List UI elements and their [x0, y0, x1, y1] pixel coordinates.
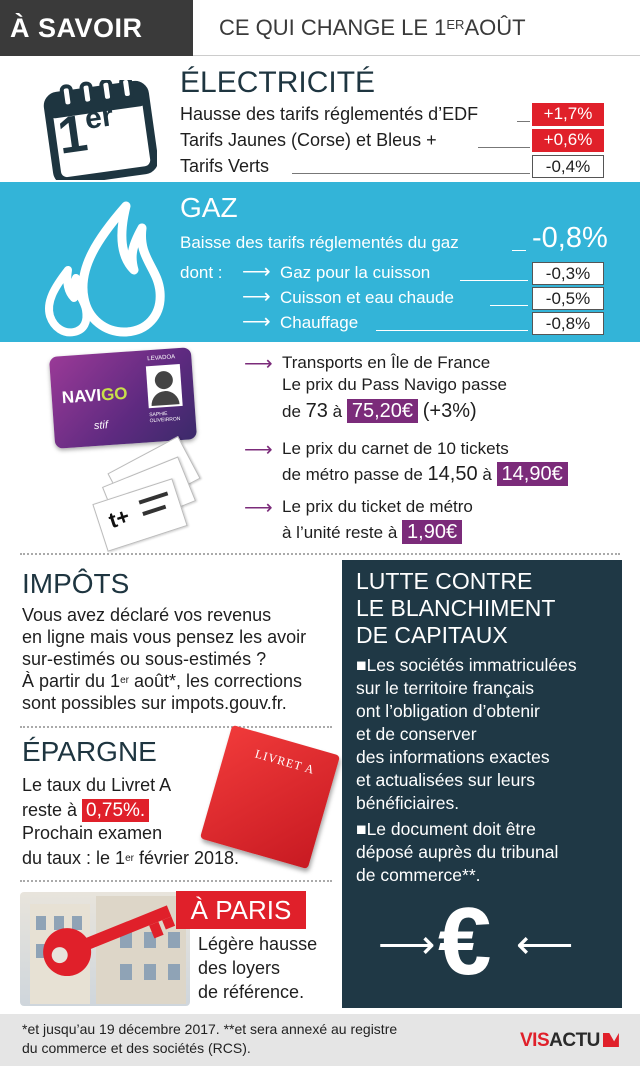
- calendar-day: 1er: [54, 99, 116, 166]
- key-icon: [22, 896, 192, 976]
- electricite-value: +0,6%: [532, 129, 604, 152]
- navigo-card-name-label: LEVADOA: [147, 354, 176, 363]
- arrow-right-icon: ⟶: [242, 261, 271, 283]
- transport-carnet-text: Le prix du carnet de 10 tickets de métro passe de 14,50 à 14,90€: [282, 438, 627, 486]
- header-title: À SAVOIR: [0, 0, 193, 56]
- flame-icon: [38, 198, 168, 338]
- paris-text: Légère hausse des loyers de référence.: [198, 934, 318, 1002]
- arrow-right-icon: ⟶: [242, 286, 271, 308]
- electricite-label: Tarifs Verts: [180, 156, 270, 176]
- navigo-new-price: 75,20€: [347, 399, 418, 423]
- navigo-card-stif: stif: [93, 419, 109, 433]
- gaz-summary-value: -0,8%: [532, 222, 608, 254]
- navigo-card-image: [49, 347, 197, 449]
- leader-line: [512, 250, 526, 251]
- separator-line: [20, 726, 332, 728]
- arrow-right-icon: ⟶: [244, 439, 273, 461]
- electricite-label: Tarifs Jaunes (Corse) et Bleus +: [180, 130, 437, 150]
- lutte-title: LUTTE CONTRE LE BLANCHIMENT DE CAPITAUX: [356, 568, 556, 648]
- transport-ticket-text: Le prix du ticket de métro à l’unité reste à 1,90€: [282, 497, 473, 543]
- leader-line: [517, 121, 530, 122]
- electricite-value: +1,7%: [532, 103, 604, 126]
- arrow-right-icon: ⟶: [244, 353, 273, 375]
- leader-line: [478, 147, 530, 148]
- impots-text: Vous avez déclaré vos revenus en ligne mais vous pensez les avoir sur-estimés ou sous-estimés ? À partir du 1er août*, les corrections sont possibles sur impots.gouv.fr.: [22, 605, 307, 713]
- gaz-item-value: -0,3%: [532, 262, 604, 285]
- gaz-item-value: -0,5%: [532, 287, 604, 310]
- leader-line: [490, 305, 528, 306]
- carnet-new-price: 14,90€: [497, 462, 568, 486]
- lutte-paragraph-2: ■Le document doit être déposé auprès du tribunal de commerce**.: [356, 819, 559, 885]
- electricite-title: ÉLECTRICITÉ: [180, 66, 376, 99]
- gaz-item-label: Chauffage: [280, 313, 359, 332]
- livret-a-label: LIVRET A: [253, 746, 317, 777]
- footer-notes: *et jusqu’au 19 décembre 2017. **et sera annexé au registre du commerce et des sociétés (RCS).: [22, 1021, 398, 1056]
- gaz-title: GAZ: [180, 192, 238, 223]
- arrow-left-icon: ⟵: [516, 923, 574, 967]
- ticket-price: 1,90€: [402, 520, 462, 544]
- euro-icon: €: [438, 888, 492, 995]
- transport-navigo-text: Transports en Île de France Le prix du Pass Navigo passe de 73 à 75,20€ (+3%): [282, 353, 507, 422]
- epargne-text: Le taux du Livret A reste à 0,75%. Prochain examen du taux : le 1er février 2018.: [22, 775, 240, 868]
- gaz-item-label: Gaz pour la cuisson: [280, 263, 431, 282]
- electricite-label: Hausse des tarifs réglementés d’EDF: [180, 104, 479, 124]
- header-subtitle: CE QUI CHANGE LE 1 $^{ER}$ AOÛT: [193, 0, 640, 56]
- leader-line: [292, 173, 530, 174]
- arrow-right-icon: ⟶: [242, 311, 271, 333]
- separator-line: [20, 880, 332, 882]
- arrow-right-icon: ⟶: [378, 923, 436, 967]
- ticket-mark: t+: [105, 503, 133, 534]
- navigo-photo: [146, 364, 183, 408]
- section-divider: [20, 553, 620, 555]
- navigo-card-holder: SAPHIE OLIVEIRRON: [149, 410, 181, 425]
- visactu-logo: VISACTU: [520, 1030, 619, 1052]
- impots-title: IMPÔTS: [22, 568, 130, 599]
- gaz-item-value: -0,8%: [532, 312, 604, 335]
- arrow-right-icon: ⟶: [244, 497, 273, 519]
- gaz-dont: dont :: [180, 263, 223, 282]
- livret-a-rate: 0,75%.: [82, 799, 149, 822]
- gaz-summary: Baisse des tarifs réglementés du gaz: [180, 233, 459, 252]
- leader-line: [460, 280, 528, 281]
- gaz-item-label: Cuisson et eau chaude: [280, 288, 454, 307]
- navigo-card-brand: NAVIGO: [61, 383, 129, 408]
- paris-label: À PARIS: [176, 891, 306, 929]
- metro-tickets-image: [92, 452, 196, 552]
- lutte-paragraph-1: ■Les sociétés immatriculées sur le territoire français ont l’obligation d’obtenir et de conserver des informations exactes et actualisées sur leurs bénéficiaires.: [356, 655, 577, 813]
- electricite-value: -0,4%: [532, 155, 604, 178]
- epargne-title: ÉPARGNE: [22, 736, 157, 767]
- leader-line: [376, 330, 528, 331]
